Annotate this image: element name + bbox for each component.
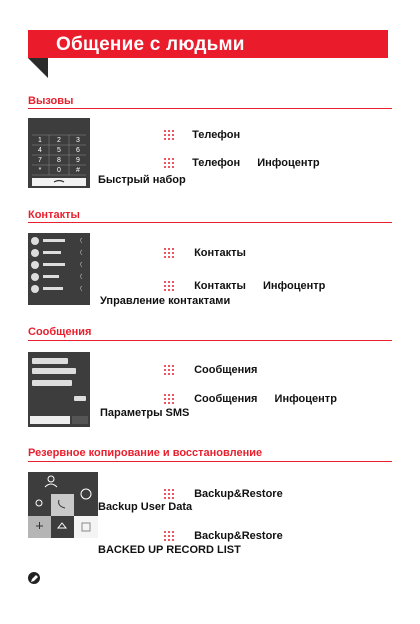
- dialpad-key: 1: [38, 137, 42, 144]
- feature-caption: Параметры SMS: [100, 407, 190, 419]
- app-grid-icon: [163, 488, 175, 500]
- section-divider: [28, 222, 392, 223]
- step-app-label: Сообщения: [194, 364, 258, 376]
- app-grid-icon: [163, 393, 175, 405]
- feature-caption: Быстрый набор: [98, 174, 186, 186]
- page-title: Общение с людьми: [56, 34, 245, 55]
- dialpad-key: 5: [57, 147, 61, 154]
- app-grid-icon: [163, 364, 175, 376]
- step-1: [163, 364, 257, 376]
- step-app-label: Телефон: [192, 129, 241, 141]
- step-path-label: Инфоцентр: [263, 280, 326, 292]
- section-heading-messages: Сообщения: [28, 326, 92, 338]
- step-app-label: Контакты: [194, 280, 246, 292]
- dialpad-key: *: [38, 167, 42, 174]
- step-app-label: Backup&Restore: [194, 530, 283, 542]
- step-2: [163, 280, 325, 292]
- section-heading-calls: Вызовы: [28, 95, 74, 107]
- step-app-label: Сообщения: [194, 393, 258, 405]
- step-1: [163, 488, 283, 500]
- step-app-label: Контакты: [194, 247, 246, 259]
- dialpad-key: 6: [76, 147, 80, 154]
- section-heading-contacts: Контакты: [28, 209, 80, 221]
- dialpad-key: #: [76, 167, 80, 174]
- step-path-label: Инфоцентр: [274, 393, 337, 405]
- dialpad-key: 0: [57, 167, 61, 174]
- section-divider: [28, 108, 392, 109]
- step-path-label: Инфоцентр: [257, 157, 320, 169]
- step-2: [163, 530, 283, 542]
- contacts-illustration: [28, 233, 90, 305]
- section-heading-backup: Резервное копирование и восстановление: [28, 447, 263, 459]
- step-1: [163, 129, 240, 141]
- dialpad-key: 4: [38, 147, 42, 154]
- section-divider: [28, 461, 392, 462]
- dialpad-key: 3: [76, 137, 80, 144]
- dialpad-key: 2: [57, 137, 61, 144]
- step-2: [163, 157, 320, 169]
- app-grid-icon: [163, 530, 175, 542]
- app-grid-icon: [163, 247, 175, 259]
- dialpad-key: 8: [57, 157, 61, 164]
- step-1: [163, 247, 246, 259]
- feature-caption: Backup User Data: [98, 501, 193, 513]
- banner-fold: [28, 58, 48, 78]
- backup-illustration: [28, 472, 98, 538]
- step-2: [163, 393, 337, 405]
- note-icon: [28, 572, 40, 584]
- dialpad-illustration: [28, 118, 90, 188]
- app-grid-icon: [163, 157, 175, 169]
- step-app-label: Телефон: [192, 157, 241, 169]
- messages-illustration: [28, 352, 90, 427]
- step-app-label: Backup&Restore: [194, 488, 283, 500]
- app-grid-icon: [163, 280, 175, 292]
- section-divider: [28, 340, 392, 341]
- feature-caption: Управление контактами: [100, 295, 231, 307]
- feature-caption: BACKED UP RECORD LIST: [98, 544, 241, 556]
- dialpad-key: 7: [38, 157, 42, 164]
- app-grid-icon: [163, 129, 175, 141]
- dialpad-key: 9: [76, 157, 80, 164]
